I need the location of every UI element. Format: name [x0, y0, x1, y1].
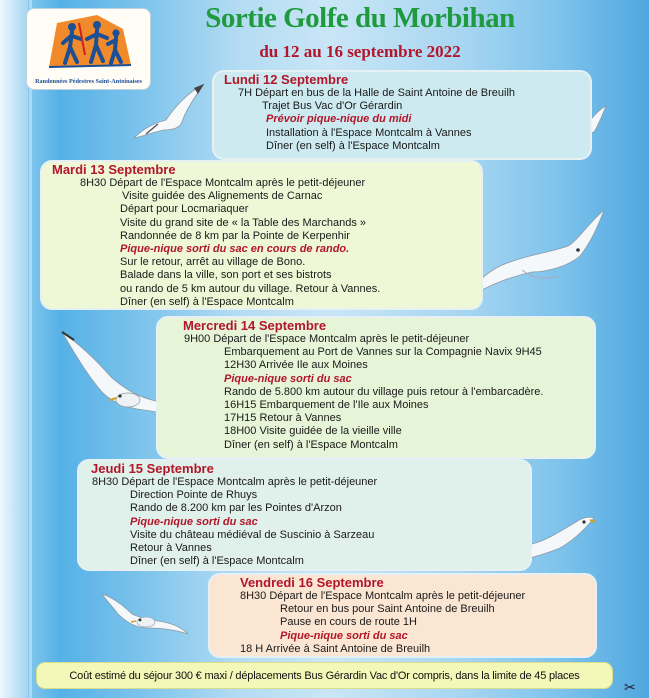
- schedule-line: 7H Départ en bus de la Halle de Saint Antoine de Breuilh: [238, 87, 516, 99]
- page-title: Sortie Golfe du Morbihan: [205, 2, 515, 34]
- schedule-line: Retour à Vannes: [130, 542, 212, 555]
- picnic-note: Prévoir pique-nique du midi: [266, 113, 412, 126]
- left-stripe-highlight: [29, 0, 32, 698]
- schedule-line: Visite guidée des Alignements de Carnac: [122, 190, 323, 203]
- schedule-line: Dîner (en self) à l'Espace Montcalm: [266, 139, 440, 152]
- logo-caption: Randonnées Pédestres Saint-Antoinaises: [35, 78, 142, 85]
- schedule-line: 18 H Arrivée à Saint Antoine de Breuilh: [240, 642, 431, 655]
- schedule-line: Trajet Bus Vac d'Or Gérardin: [262, 100, 403, 113]
- schedule-line: Retour en bus pour Saint Antoine de Breuilh: [280, 603, 495, 616]
- picnic-note: Pique-nique sorti du sac: [280, 629, 408, 642]
- day-card-friday: [208, 573, 597, 658]
- schedule-line: 8H30 Départ de l'Espace Montcalm après le petit-déjeuner: [92, 476, 378, 488]
- day-title: Vendredi 16 Septembre: [240, 575, 384, 590]
- schedule-line: Dîner (en self) à l'Espace Montcalm: [130, 555, 304, 568]
- day-card-monday: [212, 70, 592, 160]
- seagull-icon: [100, 588, 190, 636]
- picnic-note: Pique-nique sorti du sac en cours de rando.: [120, 243, 350, 256]
- schedule-line: Direction Pointe de Rhuys: [130, 489, 258, 502]
- schedule-line: Embarquement au Port de Vannes sur la Compagnie Navix 9H45: [224, 346, 542, 359]
- schedule-line: Randonnée de 8 km par la Pointe de Kerpenhir: [120, 229, 350, 242]
- day-title: Jeudi 15 Septembre: [91, 461, 214, 476]
- day-card-thursday: [77, 459, 532, 571]
- seagull-icon: [462, 206, 607, 302]
- picnic-note: Pique-nique sorti du sac: [224, 372, 352, 385]
- schedule-line: ou rando de 5 km autour du village. Retour à Vannes.: [120, 282, 381, 295]
- schedule-line: Visite du grand site de « la Table des Marchands »: [120, 216, 367, 229]
- schedule-line: 8H30 Départ de l'Espace Montcalm après le petit-déjeuner: [240, 590, 526, 602]
- day-title: Lundi 12 Septembre: [224, 72, 349, 87]
- schedule-line: 17H15 Retour à Vannes: [224, 412, 342, 425]
- schedule-line: Rando de 8.200 km par les Pointes d'Arzon: [130, 502, 342, 515]
- scissors-icon: ✂: [624, 679, 636, 695]
- schedule-line: 12H30 Arrivée Ile aux Moines: [224, 359, 368, 372]
- schedule-line: Départ pour Locmariaquer: [120, 203, 249, 216]
- picnic-note: Pique-nique sorti du sac: [130, 515, 258, 528]
- seagull-icon: [128, 78, 208, 142]
- day-card-wednesday: [156, 316, 596, 459]
- schedule-line: 16H15 Embarquement de l'Ile aux Moines: [224, 399, 429, 412]
- cost-footer: Coût estimé du séjour 300 € maxi / déplacements Bus Gérardin Vac d'Or compris, dans la limite de 45 places: [36, 662, 613, 689]
- schedule-line: Sur le retour, arrêt au village de Bono.: [120, 256, 306, 269]
- day-card-tuesday: [40, 160, 483, 310]
- left-stripe: [0, 0, 28, 698]
- day-title: Mardi 13 Septembre: [52, 162, 176, 177]
- schedule-line: Rando de 5.800 km autour du village puis retour à l'embarcadère.: [224, 385, 544, 398]
- schedule-line: Balade dans la ville, son port et ses bistrots: [120, 269, 332, 282]
- hikers-logo-icon: [27, 9, 150, 79]
- schedule-line: Pause en cours de route 1H: [280, 616, 417, 629]
- schedule-line: 9H00 Départ de l'Espace Montcalm après le petit-déjeuner: [184, 333, 470, 345]
- schedule-line: Dîner (en self) à l'Espace Montcalm: [224, 438, 398, 451]
- day-title: Mercredi 14 Septembre: [183, 318, 327, 333]
- schedule-line: 8H30 Départ de l'Espace Montcalm après le petit-déjeuner: [80, 177, 366, 189]
- schedule-line: 18H00 Visite guidée de la vieille ville: [224, 425, 402, 438]
- schedule-line: Installation à l'Espace Montcalm à Vannes: [266, 126, 472, 139]
- page-subtitle: du 12 au 16 septembre 2022: [259, 42, 461, 61]
- schedule-line: Dîner (en self) à l'Espace Montcalm: [120, 295, 294, 308]
- schedule-line: Visite du château médiéval de Suscinio à Sarzeau: [130, 528, 375, 541]
